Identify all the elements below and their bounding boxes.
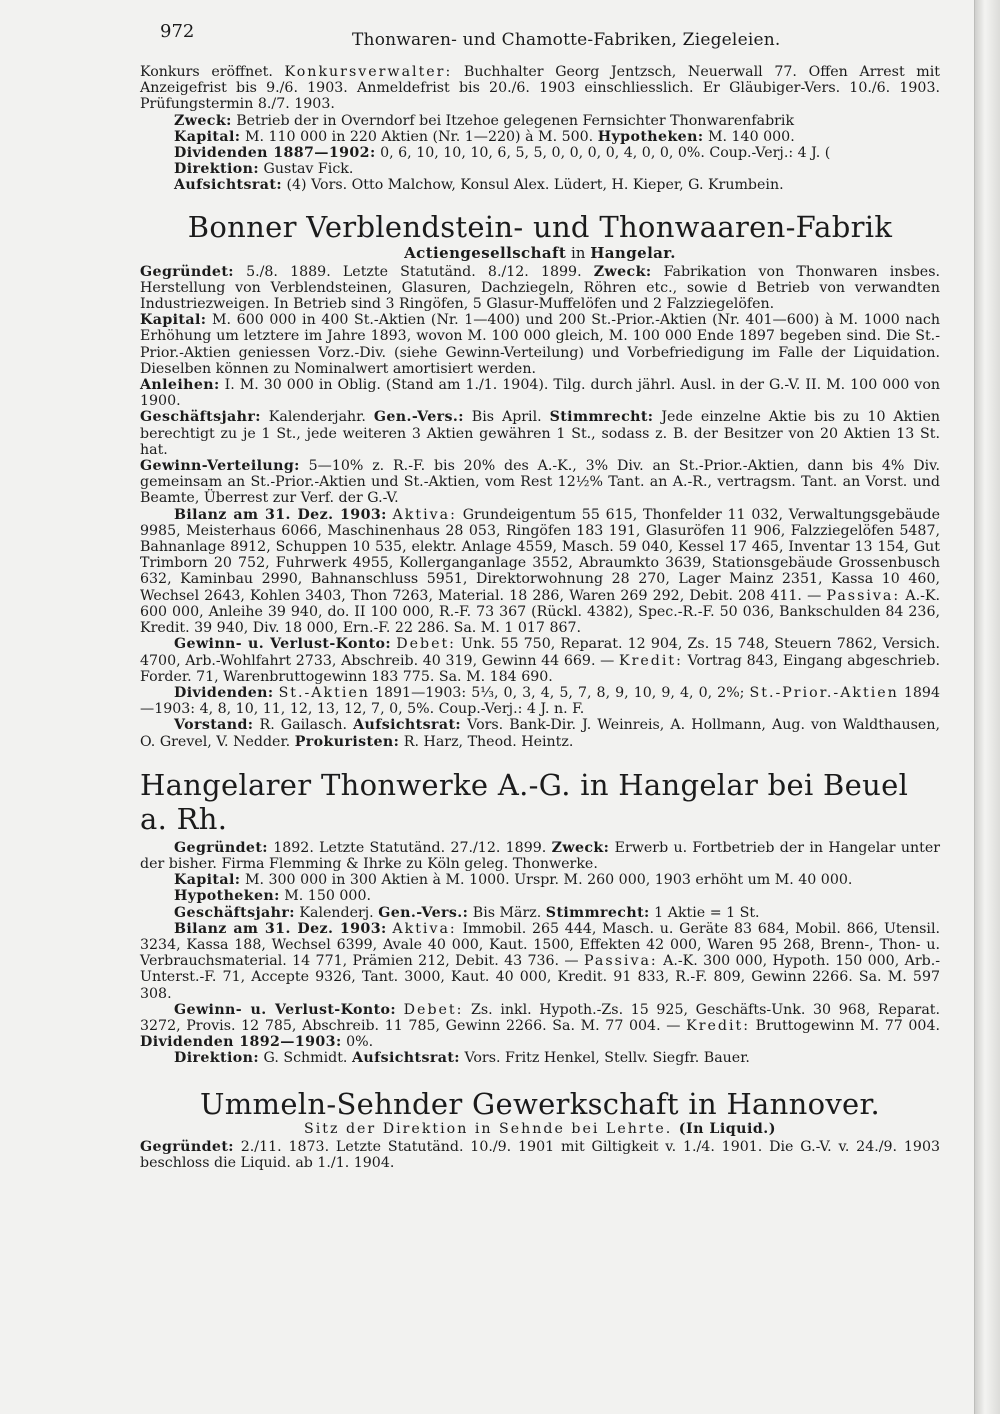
page-number: 972 xyxy=(160,21,195,42)
company-title: Ummeln-Sehnder Gewerkschaft in Hannover. xyxy=(200,1086,880,1121)
running-head: Thonwaren- und Chamotte-Fabriken, Ziegeleien. xyxy=(352,30,781,50)
aufsichtsrat: Aufsichtsrat: (4) Vors. Otto Malchow, Konsul Alex. Lüdert, H. Kieper, G. Krumbein. xyxy=(174,177,784,194)
bilanz: Bilanz am 31. Dez. 1903: Aktiva: Immobil. 265 444, Masch. u. Geräte 83 684, Mobil. 866, Utensil. 3234, Kassa 188, Wechsel 6399, Avale 40 000, Kaut. 1500, Effekten 42 000, Waren 95 268, Brenn-, Thon- u. Verbrauchsmaterial. 14 771, Prämien 212, Debit. 43 736. — Passiva: A.-K. 300 000, Hypoth. 150 000, Arb.-Unterst.-F. 71, Accepte 9326, Tant. 3000, Kaut. 40 000, Kredit. 91 833, R.-F. 809, Gewinn 2266. Sa. M. 597 308. xyxy=(140,920,940,1002)
gewinn-verteilung: Gewinn-Verteilung: 5—10% z. R.-F. bis 20% des A.-K., 3% Div. an St.-Prior.-Aktien, dann bis 4% Div. gemeinsam an St.-Prior.-Aktien und St.-Aktien, vom Rest 12½% Tant. an A.-R., vertragsm. Tant. an Vorst. und Beamte, Überrest zur Verf. der G.-V. xyxy=(140,458,940,507)
gewinn-verlust-konto: Gewinn- u. Verlust-Konto: Debet: Zs. inkl. Hypoth.-Zs. 15 925, Geschäfts-Unk. 30 968, Reparat. 3272, Provis. 12 785, Abschreib. 11 785, Gewinn 2266. Sa. M. 77 004. — Kredit: Bruttogewinn M. 77 004. Dividenden 1892—1903: 0%. xyxy=(140,1001,940,1051)
gewinn-verlust-konto: Gewinn- u. Verlust-Konto: Debet: Unk. 55 750, Reparat. 12 904, Zs. 15 748, Steuern 7862, Versich. 4700, Arb.-Wohlfahrt 2733, Abschreib. 40 319, Gewinn 44 669. — Kredit: Vortrag 843, Eingang abgeschrieb. Forder. 71, Warenbruttogewinn 183 775. Sa. M. 184 690. xyxy=(140,636,940,685)
gegruendet: Gegründet: 5./8. 1889. Letzte Statutänd. 8./12. 1899. Zweck: Fabrikation von Thonwaren insbes. Herstellung von Verblendsteinen, Glasuren, Dachziegeln, Röhren etc., sowie d Betrieb von verwandten Industriezweigen. In Betrieb sind 3 Ringöfen, 5 Glasur-Muffelöfen und 2 Falzziegelöfen. xyxy=(140,263,940,313)
gegruendet: Gegründet: 1892. Letzte Statutänd. 27./12. 1899. Zweck: Erwerb u. Fortbetrieb der in Hangelar unter der bisher. Firma Flemming & Ihrke zu Köln geleg. Thonwerke. xyxy=(140,839,941,872)
company-subtitle: Actiengesellschaft in Hangelar. xyxy=(404,243,676,262)
dividenden: Dividenden: St.-Aktien 1891—1903: 5⅓, 0, 3, 4, 5, 7, 8, 9, 10, 9, 4, 0, 2%; St.-Prior.-Aktien 1894—1903: 4, 8, 10, 11, 12, 13, 12, 7, 0, 5%. Coup.-Verj.: 4 J. n. F. xyxy=(140,684,940,718)
vorstand: Vorstand: R. Gailasch. Aufsichtsrat: Vors. Bank-Dir. J. Weinreis, A. Hollmann, Aug. von Waldthausen, O. Grevel, V. Nedder. Prokuristen: R. Harz, Theod. Heintz. xyxy=(140,717,940,750)
dividenden: Dividenden 1887—1902: 0, 6, 10, 10, 10, 6, 5, 5, 0, 0, 0, 0, 4, 0, 0, 0%. Coup.-Verj.: 4 J. ( xyxy=(174,145,831,162)
geschaeftsjahr: Geschäftsjahr: Kalenderj. Gen.-Vers.: Bis März. Stimmrecht: 1 Aktie = 1 St. xyxy=(174,904,760,921)
kapital: Kapital: M. 110 000 in 220 Aktien (Nr. 1—220) à M. 500. Hypotheken: M. 140 000. xyxy=(174,128,795,145)
gegruendet: Gegründet: 2./11. 1873. Letzte Statutänd. 10./9. 1901 mit Giltigkeit v. 1./4. 1901. Die G.-V. v. 24./9. 1903 beschloss die Liquid. ab 1./1. 1904. xyxy=(140,1138,940,1171)
book-binding xyxy=(974,0,1000,1414)
geschaeftsjahr: Geschäftsjahr: Kalenderjahr. Gen.-Vers.: Bis April. Stimmrecht: Jede einzelne Aktie bis zu 10 Aktien berechtigt zu je 1 St., jede weiteren 3 Aktien gewähren 1 St., sodass z. B. der Besitzer von 20 Aktien 13 St. hat. xyxy=(140,409,941,458)
company-seat: Sitz der Direktion in Sehnde bei Lehrte. (In Liquid.) xyxy=(304,1120,776,1137)
entry-hangelar xyxy=(140,768,940,1067)
company-title: Bonner Verblendstein- und Thonwaaren-Fabrik xyxy=(187,209,893,244)
zweck: Zweck: Betrieb der in Overndorf bei Itzehoe gelegenen Fernsichter Thonwarenfabrik xyxy=(174,112,795,129)
hypotheken: Hypotheken: M. 150 000. xyxy=(174,888,371,905)
company-title: Hangelarer Thonwerke A.-G. in Hangelar bei Beuel a. Rh. xyxy=(140,767,909,836)
entry-fernsichter xyxy=(140,64,940,194)
page-header xyxy=(140,18,940,58)
direktion: Direktion: Gustav Fick. xyxy=(174,161,354,178)
paragraph: Konkurs eröffnet. Konkursverwalter: Buchhalter Georg Jentzsch, Neuerwall 77. Offen Arrest mit Anzeigefrist bis 9./6. 1903. Anmeldefrist bis 20./6. 1903 einschliesslich. Er Gläubiger-Vers. 10./6. 1903. Prüfungstermin 8./7. 1903. xyxy=(140,64,940,113)
page-text xyxy=(140,14,940,1171)
entry-ummeln xyxy=(140,1087,940,1172)
kapital: Kapital: M. 600 000 in 400 St.-Aktien (Nr. 1—400) und 200 St.-Prior.-Aktien (Nr. 401—600) à M. 1000 nach Erhöhung um letztere im Jahre 1893, wovon M. 100 000 gleich, M. 100 000 Ende 1897 begeben sind. Die St.-Prior.-Aktien geniessen Vorz.-Div. (siehe Gewinn-Verteilung) und Vorbefriedigung im Falle der Liquidation. Dieselben können zu Nominalwert amortisiert werden. xyxy=(140,312,940,377)
kapital: Kapital: M. 300 000 in 300 Aktien à M. 1000. Urspr. M. 260 000, 1903 erhöht um M. 40 000. xyxy=(174,872,853,889)
anleihen: Anleihen: I. M. 30 000 in Oblig. (Stand am 1./1. 1904). Tilg. durch jährl. Ausl. in der G.-V. II. M. 100 000 von 1900. xyxy=(140,377,940,410)
direktion: Direktion: G. Schmidt. Aufsichtsrat: Vors. Fritz Henkel, Stellv. Siegfr. Bauer. xyxy=(174,1050,750,1067)
bilanz: Bilanz am 31. Dez. 1903: Aktiva: Grundeigentum 55 615, Thonfelder 11 032, Verwaltungsgebäude 9985, Meisterhaus 6066, Maschinenhaus 28 053, Ringöfen 183 191, Glasuröfen 11 906, Falzziegelöfen 5487, Bahnanlage 8912, Schuppen 10 535, elektr. Anlage 4559, Masch. 59 040, Kessel 17 465, Inventar 13 154, Gut Trimborn 20 752, Fuhrwerk 4955, Kollerganganlage 3552, Abraumkto 3639, Stationsgebäude Grossenbusch 632, Kaminbau 2990, Bahnanschluss 5951, Direktorwohnung 28 270, Lager Mainz 2351, Kassa 10 460, Wechsel 2643, Kohlen 3403, Thon 7263, Material. 18 286, Waren 269 292, Debit. 208 411. — Passiva: A.-K. 600 000, Anleihe 39 940, do. II 100 000, R.-F. 73 367 (Rückl. 4382), Spec.-R.-F. 50 036, Bankschulden 84 236, Kredit. 39 940, Div. 18 000, Ern.-F. 22 286. Sa. M. 1 017 867. xyxy=(140,506,940,637)
entry-bonner xyxy=(140,210,940,750)
